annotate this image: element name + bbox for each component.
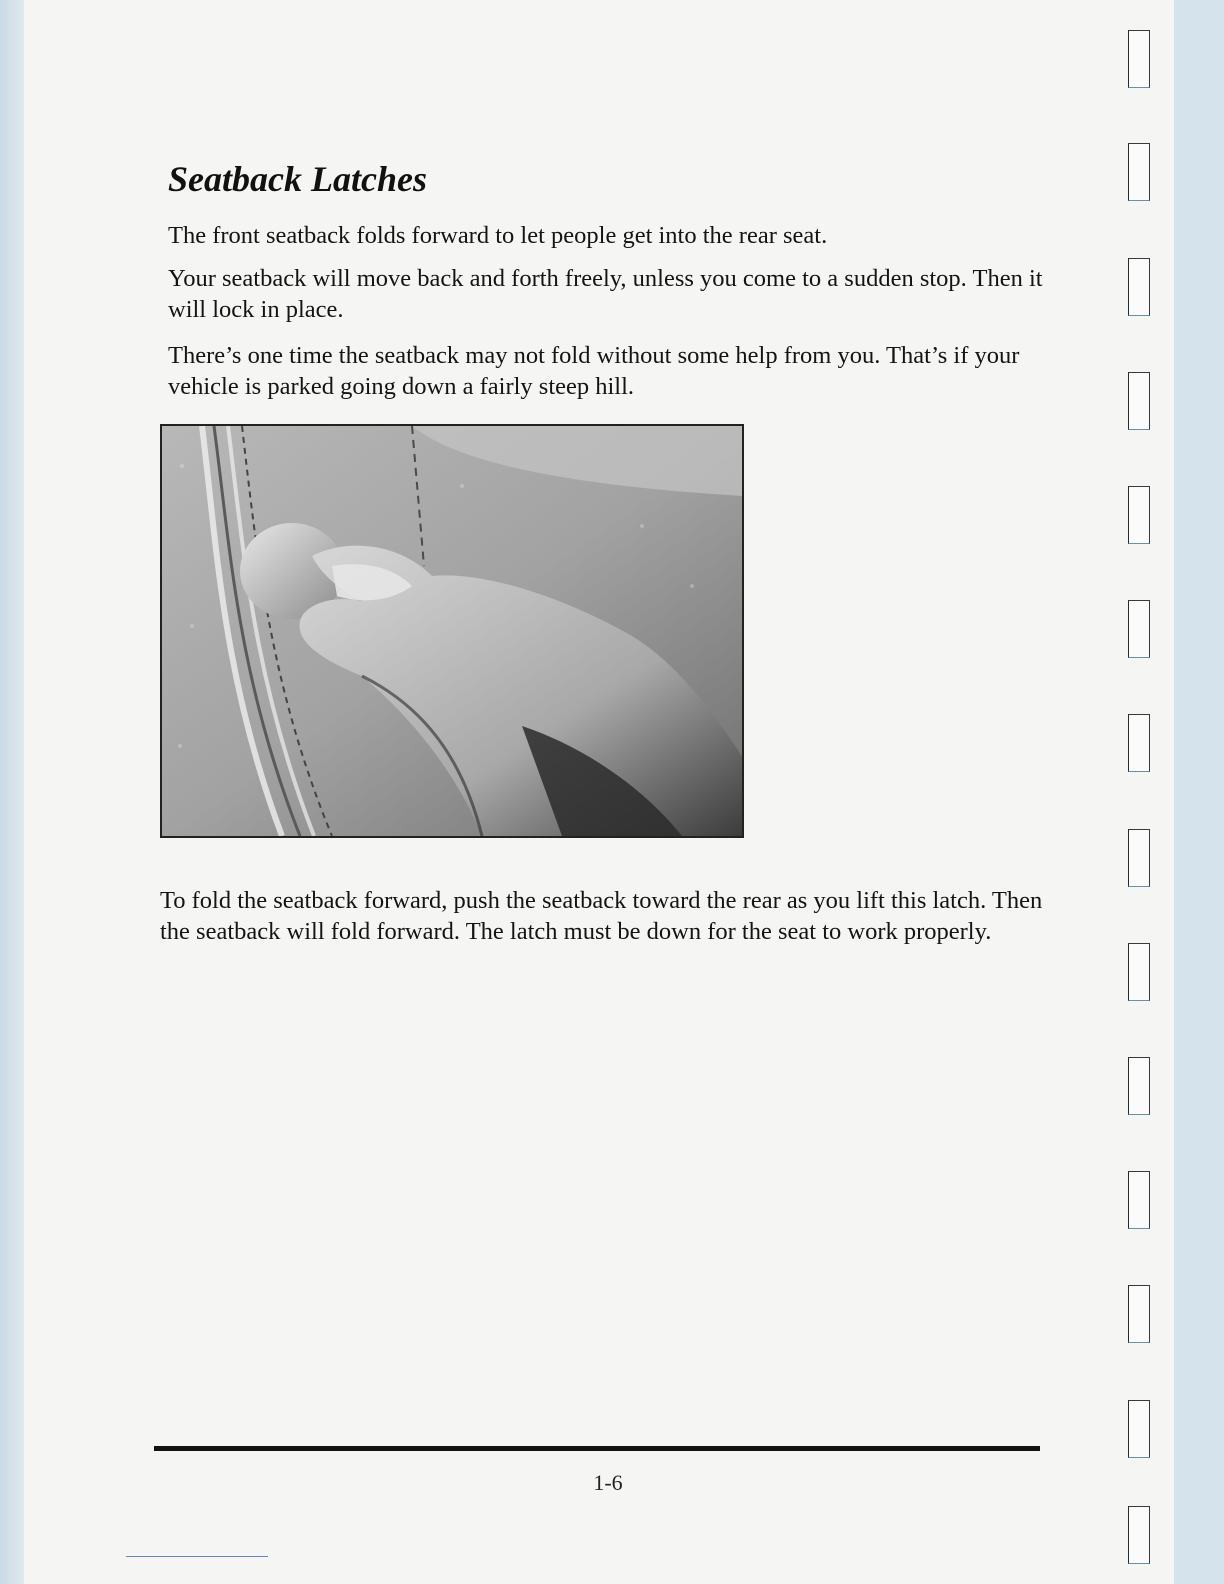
bottom-underline [126,1556,268,1557]
binder-tab [1128,372,1150,430]
binder-tab [1128,1400,1150,1458]
seatback-latch-photo [160,424,744,838]
page-left-margin [0,0,24,1584]
binder-tab [1128,829,1150,887]
binder-tab [1128,1285,1150,1343]
manual-page [24,0,1174,1584]
binder-tab [1128,1171,1150,1229]
binder-tab [1128,30,1150,88]
page-right-margin [1174,0,1224,1584]
paragraph-intro: The front seatback folds forward to let people get into the rear seat. [168,222,828,249]
paragraph-instructions: To fold the seatback forward, push the seatback toward the rear as you lift this latch. Then the seatback will fold forward. The latch must be down for the seat to work properly. [160,887,1043,945]
seatback-latch-illustration [162,426,742,836]
binder-tab [1128,1057,1150,1115]
binder-tab [1128,600,1150,658]
binder-tab [1128,143,1150,201]
footer-rule [154,1446,1040,1451]
section-heading: Seatback Latches [168,159,427,199]
binder-tab [1128,486,1150,544]
page-number: 1-6 [593,1470,623,1495]
paragraph-lock: Your seatback will move back and forth freely, unless you come to a sudden stop. Then it will lock in place. [168,265,1043,323]
binder-tab [1128,714,1150,772]
paragraph-hill: There’s one time the seatback may not fold without some help from you. That’s if your vehicle is parked going down a fairly steep hill. [168,342,1020,400]
binder-tab [1128,258,1150,316]
binder-tab [1128,1506,1150,1564]
binder-tab [1128,943,1150,1001]
